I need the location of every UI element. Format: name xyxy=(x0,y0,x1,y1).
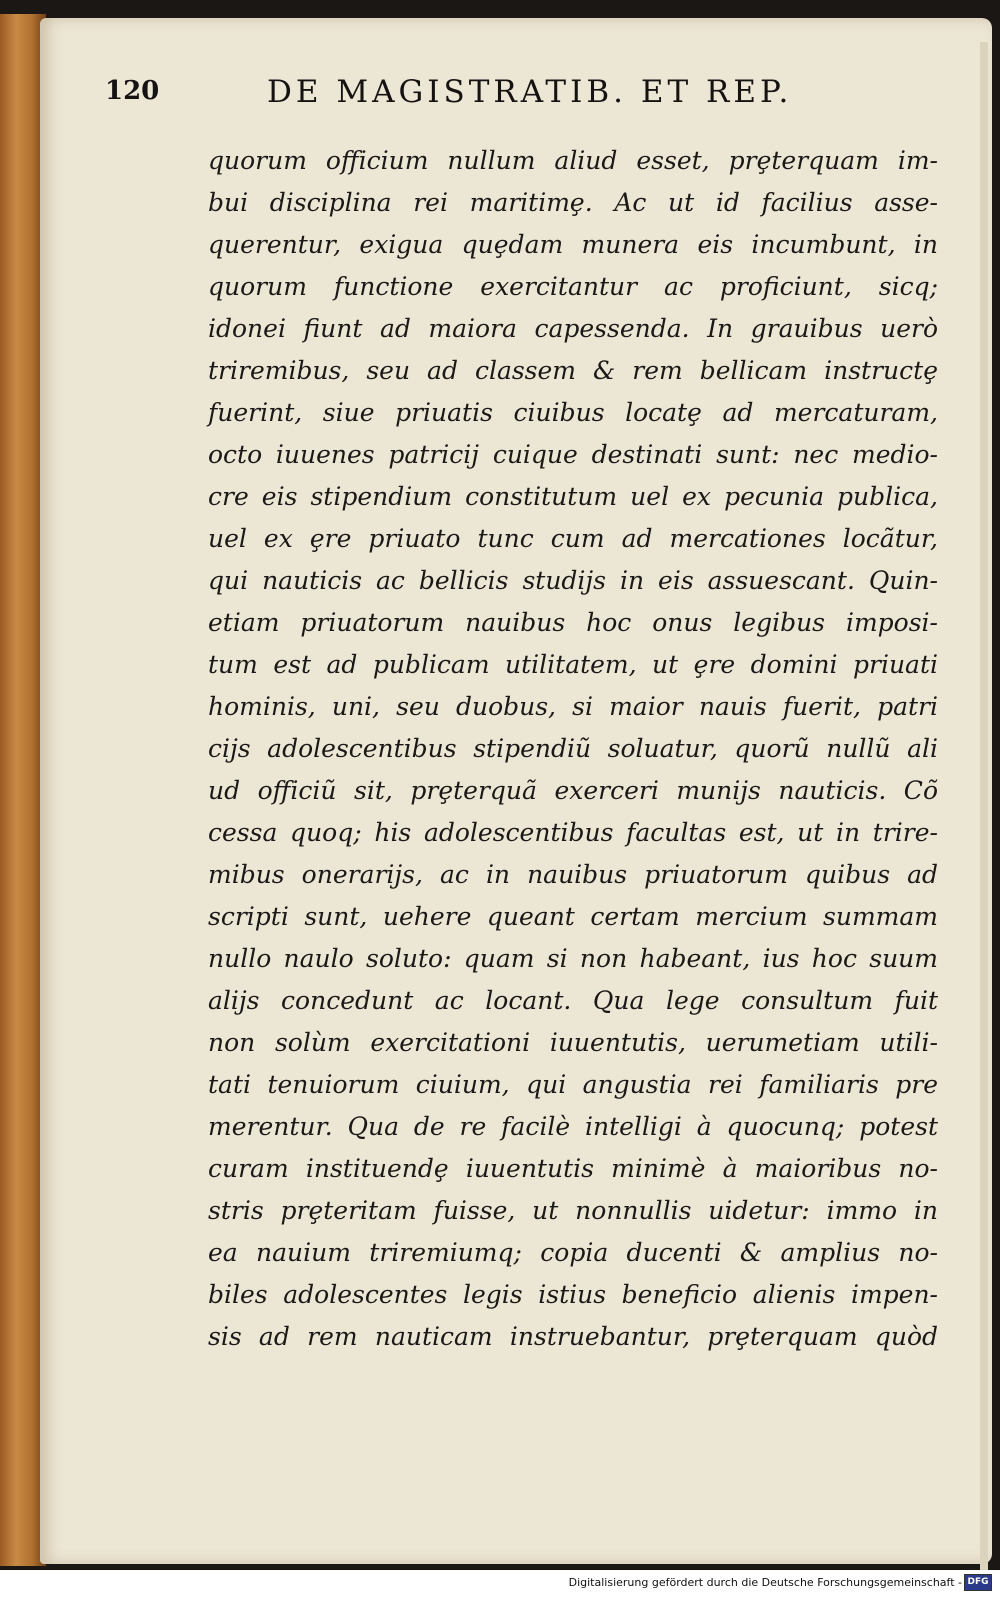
text-line: nullo naulo soluto: quam si non habeant, ius hoc suum xyxy=(208,944,938,973)
text-line: mibus onerarijs, ac in nauibus priuatorum quibus ad xyxy=(208,860,938,889)
page-header xyxy=(105,62,915,122)
text-line: ea nauium triremiumq; copia ducenti & amplius no- xyxy=(208,1238,938,1267)
text-line: sis ad rem nauticam instruebantur, prȩterquam quòd xyxy=(208,1322,938,1351)
text-line: cessa quoq; his adolescentibus facultas est, ut in trire- xyxy=(208,818,938,847)
footer-bar xyxy=(0,1570,1000,1598)
body-text xyxy=(208,140,938,1358)
text-line: octo iuuenes patricij cuique destinati sunt: nec medio- xyxy=(208,440,938,469)
text-line: uel ex ȩre priuato tunc cum ad mercationes locãtur, xyxy=(208,524,938,553)
text-line: tum est ad publicam utilitatem, ut ȩre domini priuati xyxy=(208,650,938,679)
text-line: etiam priuatorum nauibus hoc onus legibus imposi- xyxy=(208,608,938,637)
text-line: curam instituendȩ iuuentutis minimè à maioribus no- xyxy=(208,1154,938,1183)
text-line: qui nauticis ac bellicis studijs in eis assuescant. Quin- xyxy=(208,566,938,595)
text-line: stris prȩteritam fuisse, ut nonnullis uidetur: immo in xyxy=(208,1196,938,1225)
text-line: ud officiũ sit, prȩterquã exerceri munijs nauticis. Cõ xyxy=(208,776,938,805)
text-line: quorum officium nullum aliud esset, prȩterquam im- xyxy=(208,146,938,175)
page-number: 120 xyxy=(105,76,160,106)
text-line: cre eis stipendium constitutum uel ex pecunia publica, xyxy=(208,482,938,511)
running-head: DE MAGISTRATIB. ET REP. xyxy=(267,74,793,110)
text-line: fuerint, siue priuatis ciuibus locatȩ ad mercaturam, xyxy=(208,398,938,427)
text-line: alijs concedunt ac locant. Qua lege consultum fuit xyxy=(208,986,938,1015)
text-line: scripti sunt, uehere queant certam mercium summam xyxy=(208,902,938,931)
text-line: merentur. Qua de re facilè intelligi à quocunq; potest xyxy=(208,1112,938,1141)
footer-credit: Digitalisierung gefördert durch die Deutsche Forschungsgemeinschaft - xyxy=(568,1576,962,1589)
text-line: hominis, uni, seu duobus, si maior nauis fuerit, patri xyxy=(208,692,938,721)
dfg-logo: DFG xyxy=(964,1574,992,1591)
page-edge xyxy=(980,42,988,1578)
text-line: biles adolescentes legis istius beneficio alienis impen- xyxy=(208,1280,938,1309)
text-line: non solùm exercitationi iuuentutis, uerumetiam utili- xyxy=(208,1028,938,1057)
text-line: quorum functione exercitantur ac proficiunt, sicq; xyxy=(208,272,938,301)
text-line: cijs adolescentibus stipendiũ soluatur, quorũ nullũ ali xyxy=(208,734,938,763)
text-line: tati tenuiorum ciuium, qui angustia rei familiaris pre xyxy=(208,1070,938,1099)
text-line: bui disciplina rei maritimȩ. Ac ut id facilius asse- xyxy=(208,188,938,217)
text-line: triremibus, seu ad classem & rem bellicam instructȩ xyxy=(208,356,938,385)
text-line: idonei fiunt ad maiora capessenda. In grauibus uerò xyxy=(208,314,938,343)
text-line: querentur, exigua quȩdam munera eis incumbunt, in xyxy=(208,230,938,259)
